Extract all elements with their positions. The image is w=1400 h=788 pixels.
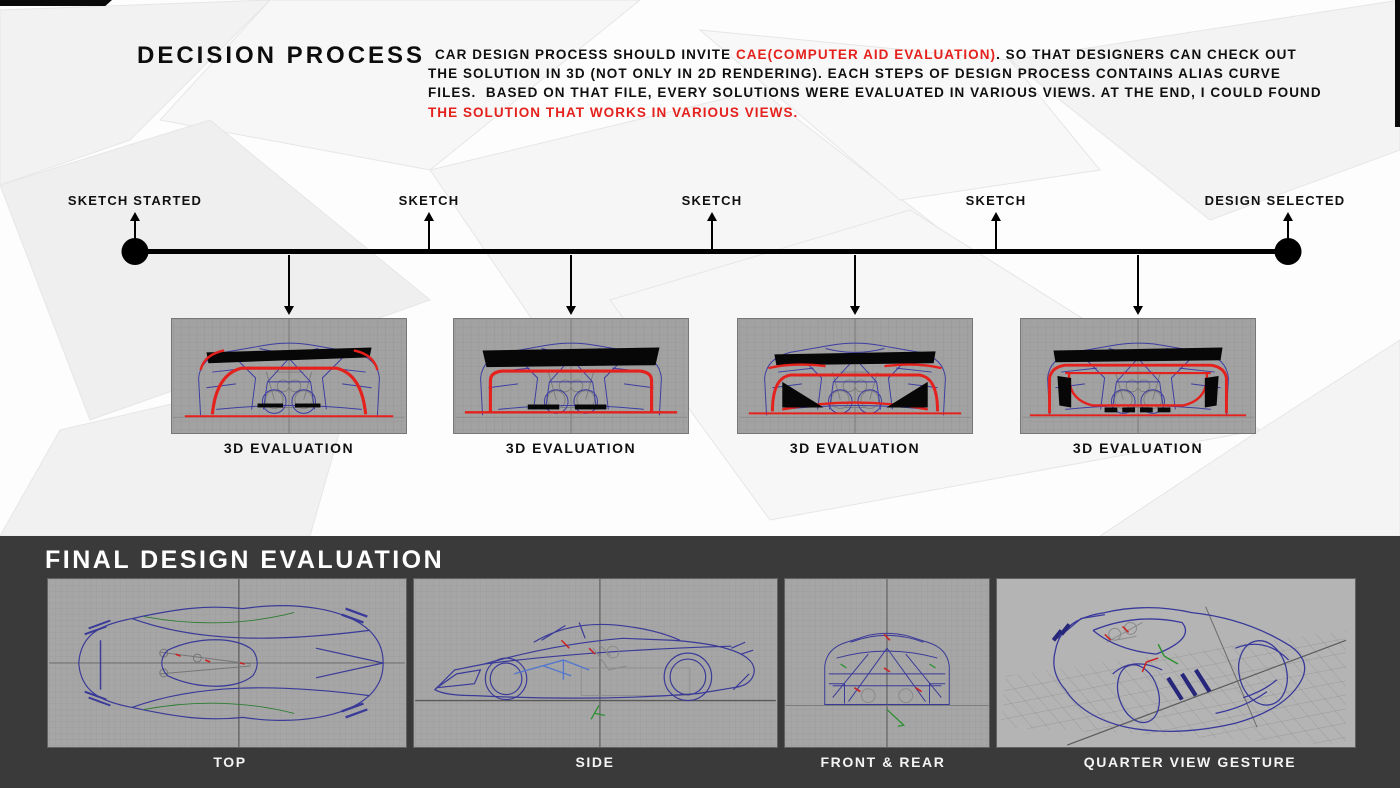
paragraph-text: FILES. BASED ON THAT FILE, EVERY SOLUTIONS WERE EVALUATED IN VARIOUS VIEWS. AT THE END, I COULD FOUND bbox=[428, 85, 1322, 101]
paragraph-line-1 bbox=[428, 45, 1322, 64]
paragraph-line-4 bbox=[428, 103, 1322, 122]
paragraph-text: . SO THAT DESIGNERS CAN CHECK OUT bbox=[996, 47, 1297, 62]
cad-caption-2: 3D EVALUATION bbox=[505, 440, 637, 456]
cad-rear-view-3 bbox=[737, 318, 973, 434]
right-edge-accent-bar bbox=[1395, 0, 1400, 127]
rear-wireframe-2-svg bbox=[454, 319, 688, 433]
cad-caption-4: 3D EVALUATION bbox=[1072, 440, 1204, 456]
timeline-start-dot bbox=[122, 238, 149, 265]
final-view-side-panel bbox=[413, 578, 778, 748]
down-arrow-icon bbox=[566, 255, 576, 315]
final-view-top-panel bbox=[47, 578, 407, 748]
top-left-accent-bar bbox=[0, 0, 112, 6]
paragraph-text: CAR DESIGN PROCESS SHOULD INVITE bbox=[435, 47, 736, 62]
timeline-label-sketch-1: SKETCH bbox=[398, 193, 460, 208]
final-view-label-side: SIDE bbox=[575, 754, 615, 770]
timeline-label-sketch-3: SKETCH bbox=[965, 193, 1027, 208]
timeline-label-sketch-2: SKETCH bbox=[681, 193, 743, 208]
timeline-end-dot bbox=[1275, 238, 1302, 265]
rear-wireframe-1-svg bbox=[172, 319, 406, 433]
intro-paragraph bbox=[428, 45, 1322, 122]
paragraph-line-3 bbox=[428, 83, 1322, 102]
rear-wireframe-3-svg bbox=[738, 319, 972, 433]
cad-rear-view-4 bbox=[1020, 318, 1256, 434]
paragraph-highlight-cae: CAE(COMPUTER AID EVALUATION) bbox=[735, 47, 997, 62]
rear-wireframe-4-svg bbox=[1021, 319, 1255, 433]
timeline-label-sketch-started: SKETCH STARTED bbox=[67, 193, 203, 208]
paragraph-text: THE SOLUTION IN 3D (NOT ONLY IN 2D RENDERING). EACH STEPS OF DESIGN PROCESS CONTAINS ALIAS CURVE bbox=[428, 66, 1281, 82]
up-arrow-icon bbox=[424, 212, 434, 250]
final-view-front-rear-panel bbox=[784, 578, 990, 748]
side-wireframe-svg bbox=[414, 579, 777, 747]
timeline-label-design-selected: DESIGN SELECTED bbox=[1204, 193, 1346, 208]
final-evaluation-section bbox=[0, 536, 1400, 788]
page-title: DECISION PROCESS bbox=[137, 42, 426, 69]
cad-caption-1: 3D EVALUATION bbox=[223, 440, 355, 456]
cad-rear-view-2 bbox=[453, 318, 689, 434]
final-view-quarter-panel bbox=[996, 578, 1356, 748]
paragraph-line-2 bbox=[428, 64, 1322, 83]
final-view-label-top: TOP bbox=[213, 754, 247, 770]
quarter-wireframe-svg bbox=[997, 579, 1355, 747]
final-view-label-quarter: QUARTER VIEW GESTURE bbox=[1083, 754, 1297, 770]
top-wireframe-svg bbox=[48, 579, 406, 747]
cad-caption-3: 3D EVALUATION bbox=[789, 440, 921, 456]
up-arrow-icon bbox=[707, 212, 717, 250]
cad-rear-view-1 bbox=[171, 318, 407, 434]
down-arrow-icon bbox=[284, 255, 294, 315]
up-arrow-icon bbox=[991, 212, 1001, 250]
final-view-label-front-rear: FRONT & REAR bbox=[820, 754, 946, 770]
front-rear-wireframe-svg bbox=[785, 579, 989, 747]
down-arrow-icon bbox=[1133, 255, 1143, 315]
paragraph-highlight-solution: THE SOLUTION THAT WORKS IN VARIOUS VIEWS. bbox=[428, 104, 799, 120]
down-arrow-icon bbox=[850, 255, 860, 315]
final-section-title: FINAL DESIGN EVALUATION bbox=[45, 546, 445, 574]
